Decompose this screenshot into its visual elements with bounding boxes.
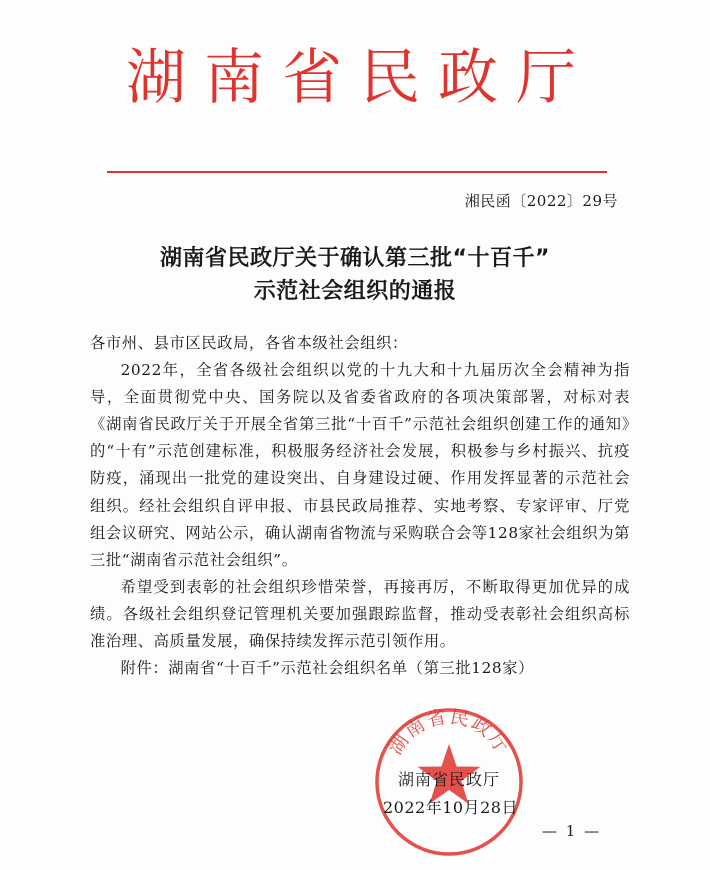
document-number: 湘民函〔2022〕29号 (464, 192, 618, 210)
document-title-line-1: 湖南省民政厅关于确认第三批“十百千” (160, 246, 550, 271)
page-number: — 1 — (542, 822, 602, 840)
salutation: 各市州、县市区民政局，各省本级社会组织： (90, 334, 408, 352)
seal-text: 湖南省民政厅 (384, 706, 514, 759)
letterhead-title: 湖南省民政厅 (126, 43, 594, 113)
document-title-line-2: 示范社会组织的通报 (253, 279, 457, 304)
document-body (90, 330, 630, 682)
red-divider-line (107, 171, 607, 173)
signature-organization: 湖南省民政厅 (398, 770, 501, 789)
body-paragraph-1: 2022年，全省各级社会组织以党的十九大和十九届历次全会精神为指导，全面贯彻党中央、国务院以及省委省政府的各项决策部署，对标对表《湖南省民政厅关于开展全省第三批“十百千”示范社会组织创建工作的通知》的“十有”示范创建标准，积极服务经济社会发展，积极参与乡村振兴、抗疫防疫，涌现出一批党的建设突出、自身建设过硬、作用发挥显著的示范社会组织。经社会组织自评申报、市县民政局推荐、实地考察、专家评审、厅党组会议研究、网站公示，确认湖南省物流与采购联合会等128家社会组织为第三批“湖南省示范社会组织”。 (90, 361, 630, 569)
signature-date: 2022年10月28日 (383, 798, 518, 817)
attachment-note: 附件：湖南省“十百千”示范社会组织名单（第三批128家） (120, 659, 535, 678)
body-paragraph-2: 希望受到表彰的社会组织珍惜荣誉，再接再厉，不断取得更加优异的成绩。各级社会组织登记管理机关要加强跟踪监督，推动受表彰社会组织高标准治理、高质量发展，确保持续发挥示范引领作用。 (90, 577, 630, 651)
